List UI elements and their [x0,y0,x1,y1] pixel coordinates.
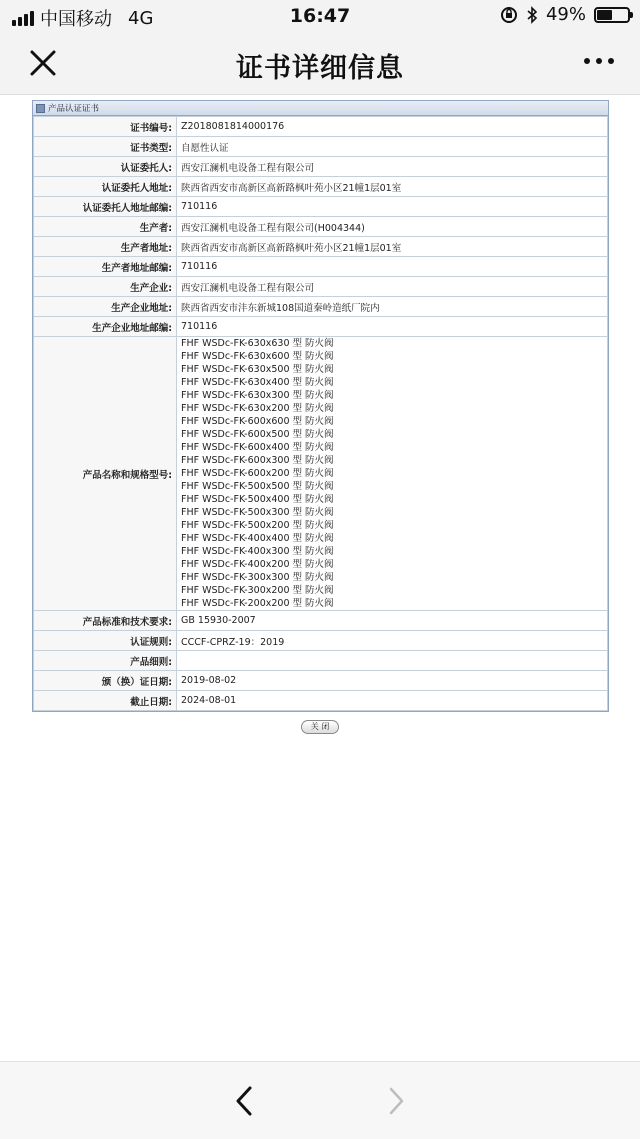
row-label: 证书类型: [34,137,177,157]
status-bar [0,0,640,32]
model-item: FHF WSDc-FK-630x600 型 防火阀 [181,351,334,362]
model-item: FHF WSDc-FK-630x630 型 防火阀 [181,338,334,349]
row-label: 生产企业地址: [34,297,177,317]
table-row [34,611,608,631]
models-label: 产品名称和规格型号: [34,337,177,611]
row-label: 生产者: [34,217,177,237]
model-item: FHF WSDc-FK-600x400 型 防火阀 [181,442,334,453]
row-label: 截止日期: [34,691,177,711]
model-item: FHF WSDc-FK-630x300 型 防火阀 [181,390,334,401]
model-item: FHF WSDc-FK-300x300 型 防火阀 [181,572,334,583]
battery-icon [594,7,630,23]
table-row [34,297,608,317]
table-row [34,257,608,277]
model-item: FHF WSDc-FK-500x200 型 防火阀 [181,520,334,531]
model-item: FHF WSDc-FK-630x200 型 防火阀 [181,403,334,414]
row-label: 认证委托人地址邮编: [34,197,177,217]
clock: 16:47 [289,5,351,27]
close-certificate-button[interactable]: 关 闭 [301,720,339,734]
table-row [34,197,608,217]
table-row [34,277,608,297]
bottom-nav-bar [0,1061,640,1139]
model-item: FHF WSDc-FK-400x400 型 防火阀 [181,533,334,544]
row-label: 生产企业地址邮编: [34,317,177,337]
row-value: 西安江澜机电设备工程有限公司 [177,277,608,297]
table-row [34,651,608,671]
table-row-models [34,337,608,611]
model-item: FHF WSDc-FK-630x400 型 防火阀 [181,377,334,388]
row-value: GB 15930-2007 [177,611,608,631]
table-row [34,177,608,197]
back-arrow-icon[interactable] [230,1084,258,1118]
status-right [500,4,630,25]
battery-percent: 49% [545,4,586,25]
row-label: 颁（换）证日期: [34,671,177,691]
row-value: 陕西省西安市高新区高新路枫叶苑小区21幢1层01室 [177,237,608,257]
table-row [34,671,608,691]
forward-arrow-icon[interactable] [384,1086,408,1116]
row-value: 西安江澜机电设备工程有限公司 [177,157,608,177]
model-item: FHF WSDc-FK-630x500 型 防火阀 [181,364,334,375]
row-label: 认证规则: [34,631,177,651]
row-value [177,651,608,671]
model-item: FHF WSDc-FK-500x300 型 防火阀 [181,507,334,518]
row-label: 认证委托人地址: [34,177,177,197]
model-item: FHF WSDc-FK-600x600 型 防火阀 [181,416,334,427]
row-label: 产品标准和技术要求: [34,611,177,631]
model-item: FHF WSDc-FK-500x500 型 防火阀 [181,481,334,492]
model-item: FHF WSDc-FK-600x200 型 防火阀 [181,468,334,479]
orientation-lock-icon [500,6,518,24]
model-item: FHF WSDc-FK-600x300 型 防火阀 [181,455,334,466]
row-value: 西安江澜机电设备工程有限公司(H004344) [177,217,608,237]
panel-header-icon [36,104,45,113]
table-row [34,631,608,651]
model-item: FHF WSDc-FK-200x200 型 防火阀 [181,598,334,609]
model-item: FHF WSDc-FK-300x200 型 防火阀 [181,585,334,596]
certificate-table [33,116,608,711]
model-item: FHF WSDc-FK-600x500 型 防火阀 [181,429,334,440]
model-item: FHF WSDc-FK-500x400 型 防火阀 [181,494,334,505]
models-list [177,337,608,611]
table-row [34,117,608,137]
title-bar [0,32,640,95]
row-label: 认证委托人: [34,157,177,177]
model-item: FHF WSDc-FK-400x200 型 防火阀 [181,559,334,570]
row-value: 710116 [177,197,608,217]
row-value: CCCF-CPRZ-19：2019 [177,631,608,651]
row-label: 证书编号: [34,117,177,137]
row-value: 710116 [177,257,608,277]
more-options-icon[interactable] [584,58,614,64]
row-value: 710116 [177,317,608,337]
table-row [34,217,608,237]
panel-header [33,101,608,116]
table-row [34,691,608,711]
carrier-name: 中国移动 [40,9,112,30]
certificate-panel [32,100,609,712]
row-value: 2019-08-02 [177,671,608,691]
table-row [34,237,608,257]
row-value: 陕西省西安市高新区高新路枫叶苑小区21幢1层01室 [177,177,608,197]
row-value: 2024-08-01 [177,691,608,711]
table-row [34,317,608,337]
panel-header-title: 产品认证证书 [48,104,100,114]
bluetooth-icon [526,6,538,24]
row-label: 生产企业: [34,277,177,297]
table-row [34,137,608,157]
row-value: 陕西省西安市沣东新城108国道秦岭造纸厂院内 [177,297,608,317]
model-item: FHF WSDc-FK-400x300 型 防火阀 [181,546,334,557]
row-value: 自愿性认证 [177,137,608,157]
table-row [34,157,608,177]
row-value: Z2018081814000176 [177,117,608,137]
page-title: 证书详细信息 [236,53,404,84]
row-label: 生产者地址: [34,237,177,257]
row-label: 产品细则: [34,651,177,671]
row-label: 生产者地址邮编: [34,257,177,277]
network-type: 4G [128,7,154,29]
